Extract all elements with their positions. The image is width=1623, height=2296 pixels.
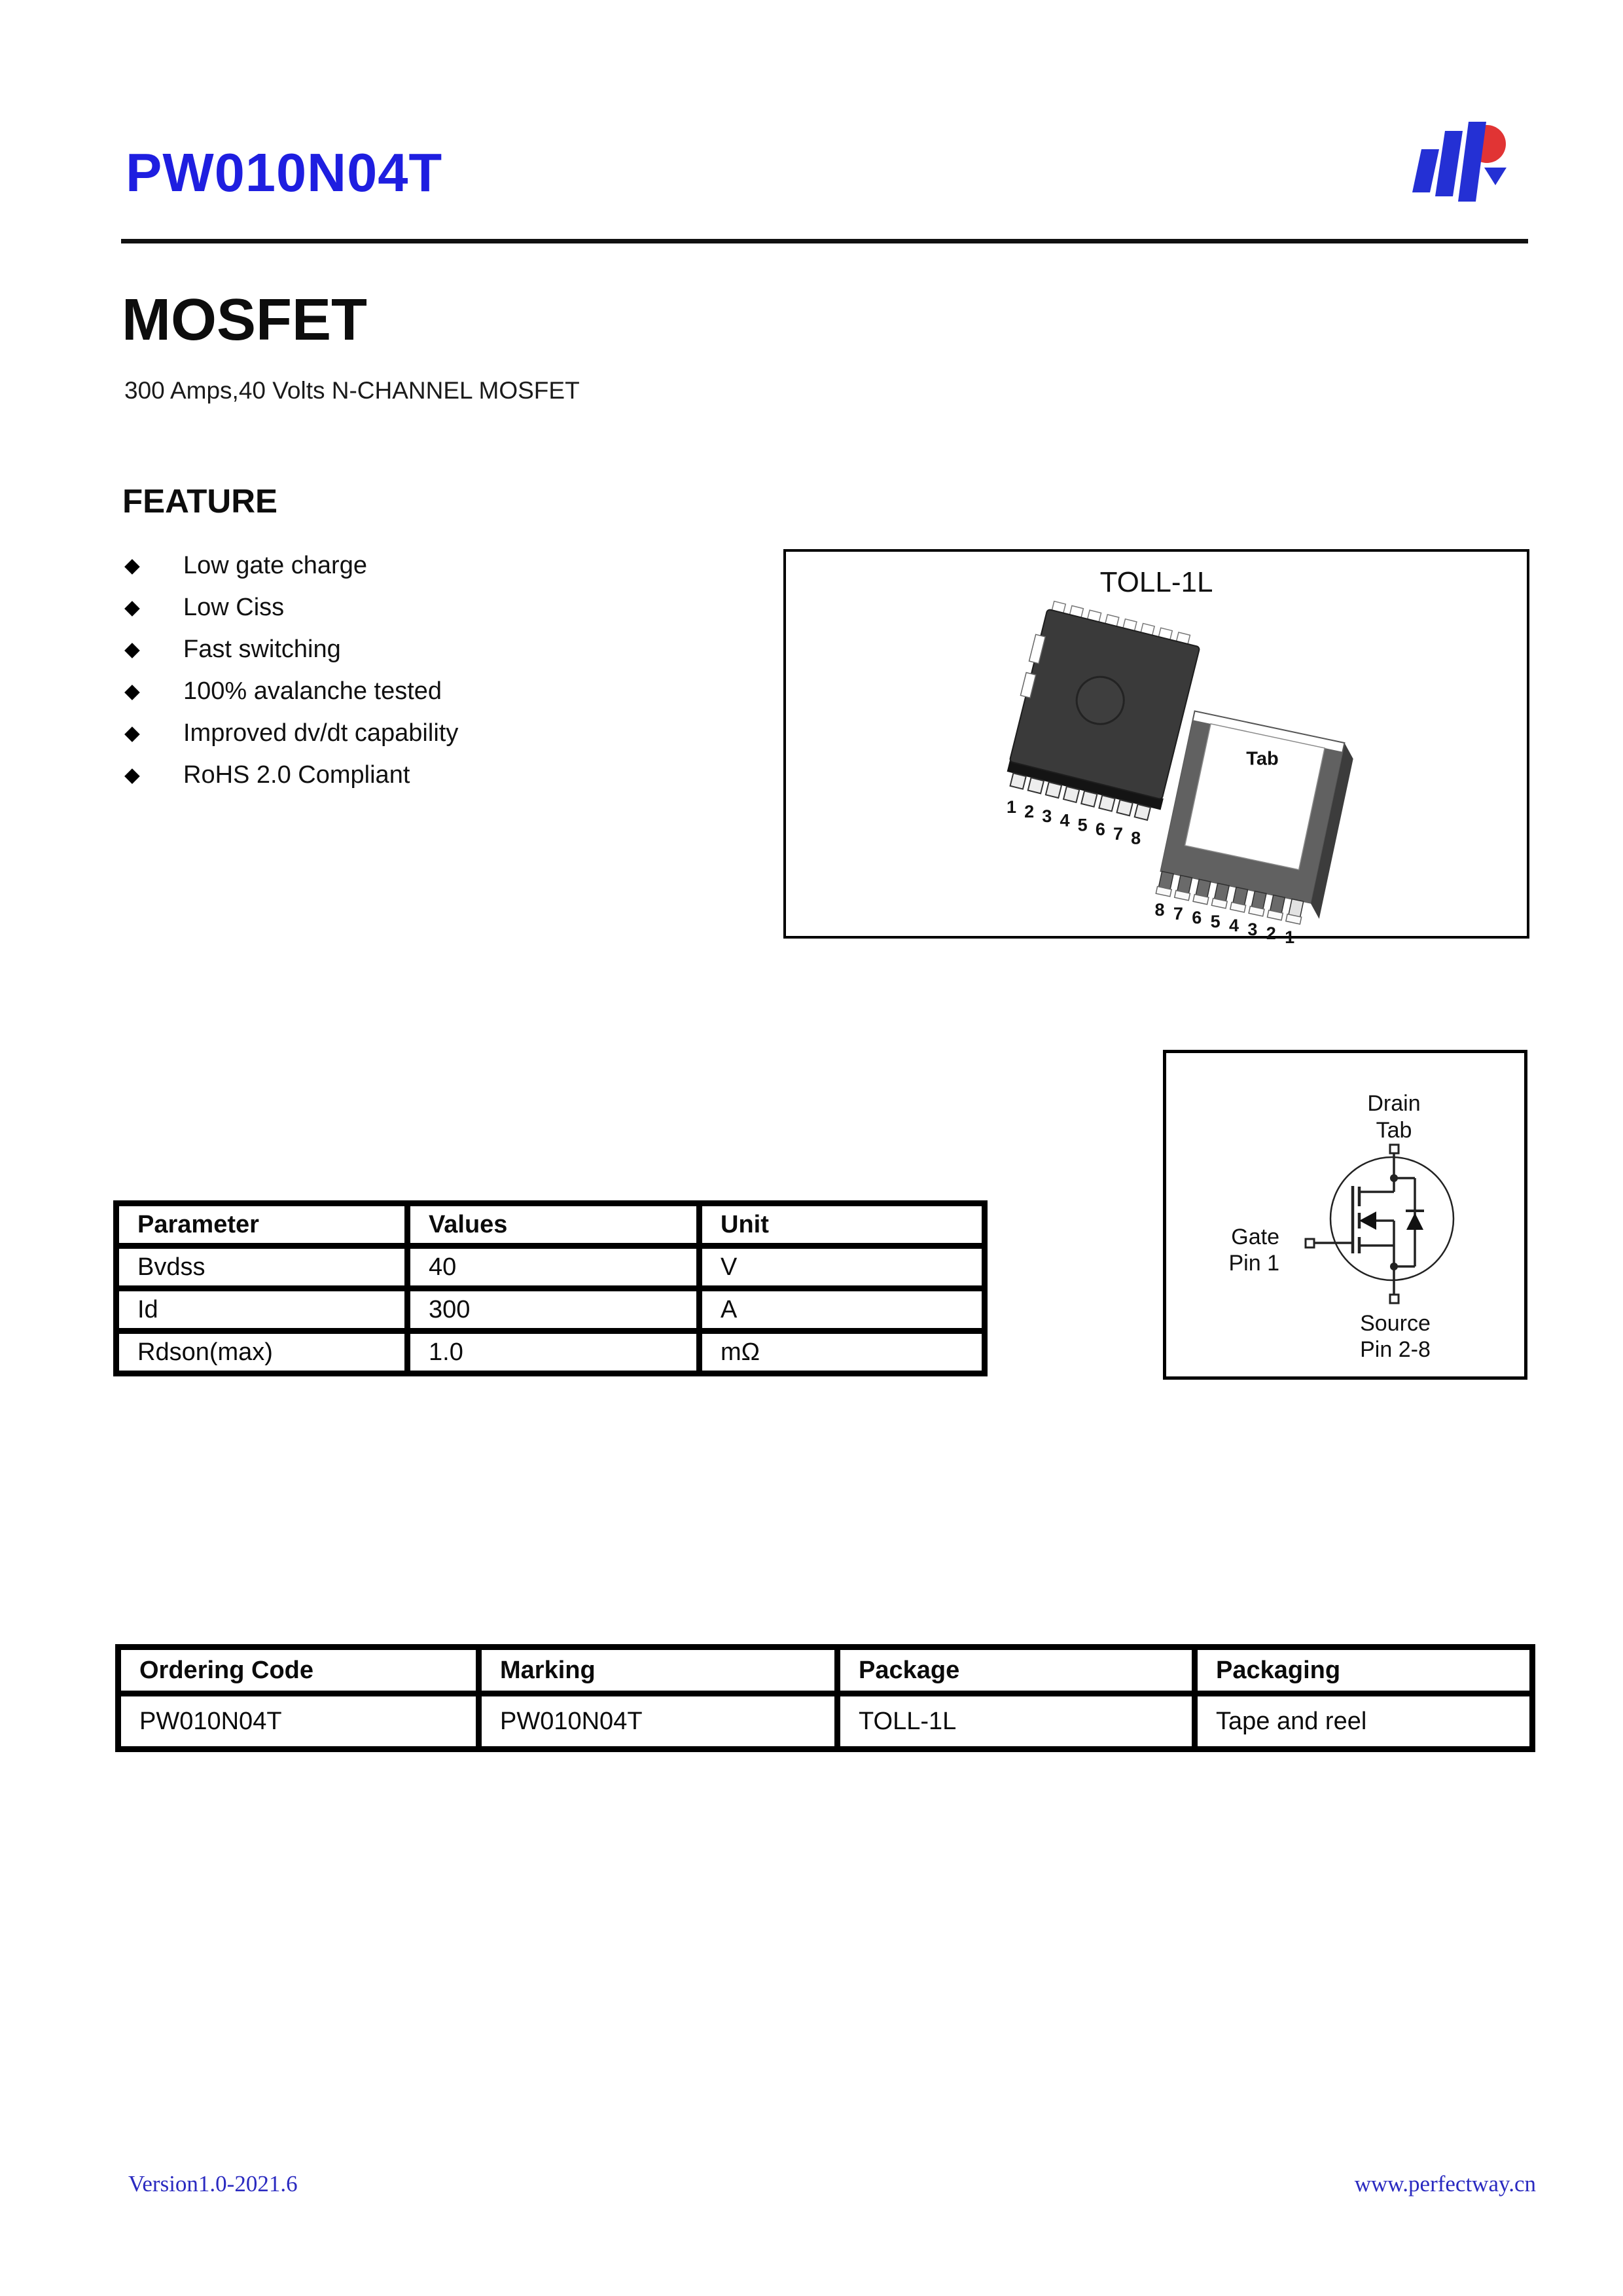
gate-label: Gate [1231,1225,1279,1249]
package-cell: TOLL-1L [838,1694,1195,1749]
column-header: Marking [479,1647,838,1694]
pin-number: 5 [1077,815,1088,835]
package-3d-drawing [786,552,1527,948]
param-unit: A [700,1289,985,1331]
feature-item [124,670,713,712]
drain-sub-label: Tab [1376,1118,1412,1143]
pin-number: 5 [1210,912,1221,932]
schematic-panel [1163,1050,1527,1380]
diamond-bullet-icon: ◆ [124,679,140,702]
feature-item-label: Improved dv/dt capability [183,719,459,747]
table-row [118,1694,1533,1749]
diamond-bullet-icon: ◆ [124,637,140,660]
pin-number: 3 [1042,806,1052,826]
diamond-bullet-icon: ◆ [124,721,140,744]
packaging: Tape and reel [1195,1694,1533,1749]
pin-number: 8 [1131,828,1141,848]
website-link[interactable]: www.perfectway.cn [1354,2171,1536,2197]
feature-item-label: RoHS 2.0 Compliant [183,761,410,789]
company-logo-icon [1411,115,1510,206]
version-label: Version1.0-2021.6 [128,2171,298,2197]
feature-item-label: Low gate charge [183,551,367,579]
ordering-table [115,1644,1535,1752]
param-name: Rdson(max) [116,1331,408,1374]
column-header: Values [408,1204,700,1246]
pin-number: 4 [1060,810,1070,831]
table-row [116,1331,985,1374]
param-value: 1.0 [408,1331,700,1374]
pin-number: 6 [1192,907,1202,927]
pin-number: 8 [1154,899,1165,920]
pin-number: 4 [1229,916,1240,936]
marking: PW010N04T [479,1694,838,1749]
source-label: Source [1360,1311,1431,1336]
diamond-bullet-icon: ◆ [124,554,140,577]
pin-number: 6 [1095,819,1105,840]
drain-label: Drain [1367,1091,1421,1116]
column-header: Ordering Code [118,1647,479,1694]
table-row [116,1289,985,1331]
mosfet-symbol-drawing [1166,1053,1524,1376]
param-value: 40 [408,1246,700,1289]
feature-list [124,545,713,796]
param-name: Id [116,1289,408,1331]
feature-item [124,545,713,586]
page-title: MOSFET [122,287,367,353]
tab-pad-label: Tab [1246,748,1279,770]
pin-number: 2 [1266,924,1276,944]
table-row [116,1246,985,1289]
table-header-row [118,1647,1533,1694]
pin-number: 3 [1247,920,1258,940]
param-unit: V [700,1246,985,1289]
package-name-label: TOLL-1L [1099,566,1213,598]
package-bottom-view [1150,711,1356,953]
page-subtitle: 300 Amps,40 Volts N-CHANNEL MOSFET [124,377,580,404]
pin-number: 7 [1173,903,1183,924]
feature-item [124,712,713,754]
feature-item [124,628,713,670]
column-header: Packaging [1195,1647,1533,1694]
parameter-table [113,1200,988,1376]
feature-item [124,586,713,628]
pin-number: 2 [1024,801,1035,821]
column-header: Unit [700,1204,985,1246]
feature-item-label: Fast switching [183,635,341,663]
source-sub-label: Pin 2-8 [1360,1337,1431,1362]
gate-sub-label: Pin 1 [1228,1251,1279,1276]
pin-number: 1 [1006,797,1017,817]
diamond-bullet-icon: ◆ [124,596,140,619]
param-name: Bvdss [116,1246,408,1289]
feature-item [124,754,713,796]
feature-item-label: Low Ciss [183,593,285,621]
package-top-view [991,599,1204,853]
column-header: Parameter [116,1204,408,1246]
pin-number: 7 [1113,823,1124,844]
pin-number: 1 [1285,927,1295,948]
feature-item-label: 100% avalanche tested [183,677,442,705]
table-header-row [116,1204,985,1246]
package-drawing-panel [783,549,1529,948]
feature-heading: FEATURE [122,482,278,520]
column-header: Package [838,1647,1195,1694]
ordering-code: PW010N04T [118,1694,479,1749]
diamond-bullet-icon: ◆ [124,763,140,786]
header-divider [121,239,1528,243]
param-value: 300 [408,1289,700,1331]
param-unit: mΩ [700,1331,985,1374]
part-number-title: PW010N04T [126,142,443,203]
